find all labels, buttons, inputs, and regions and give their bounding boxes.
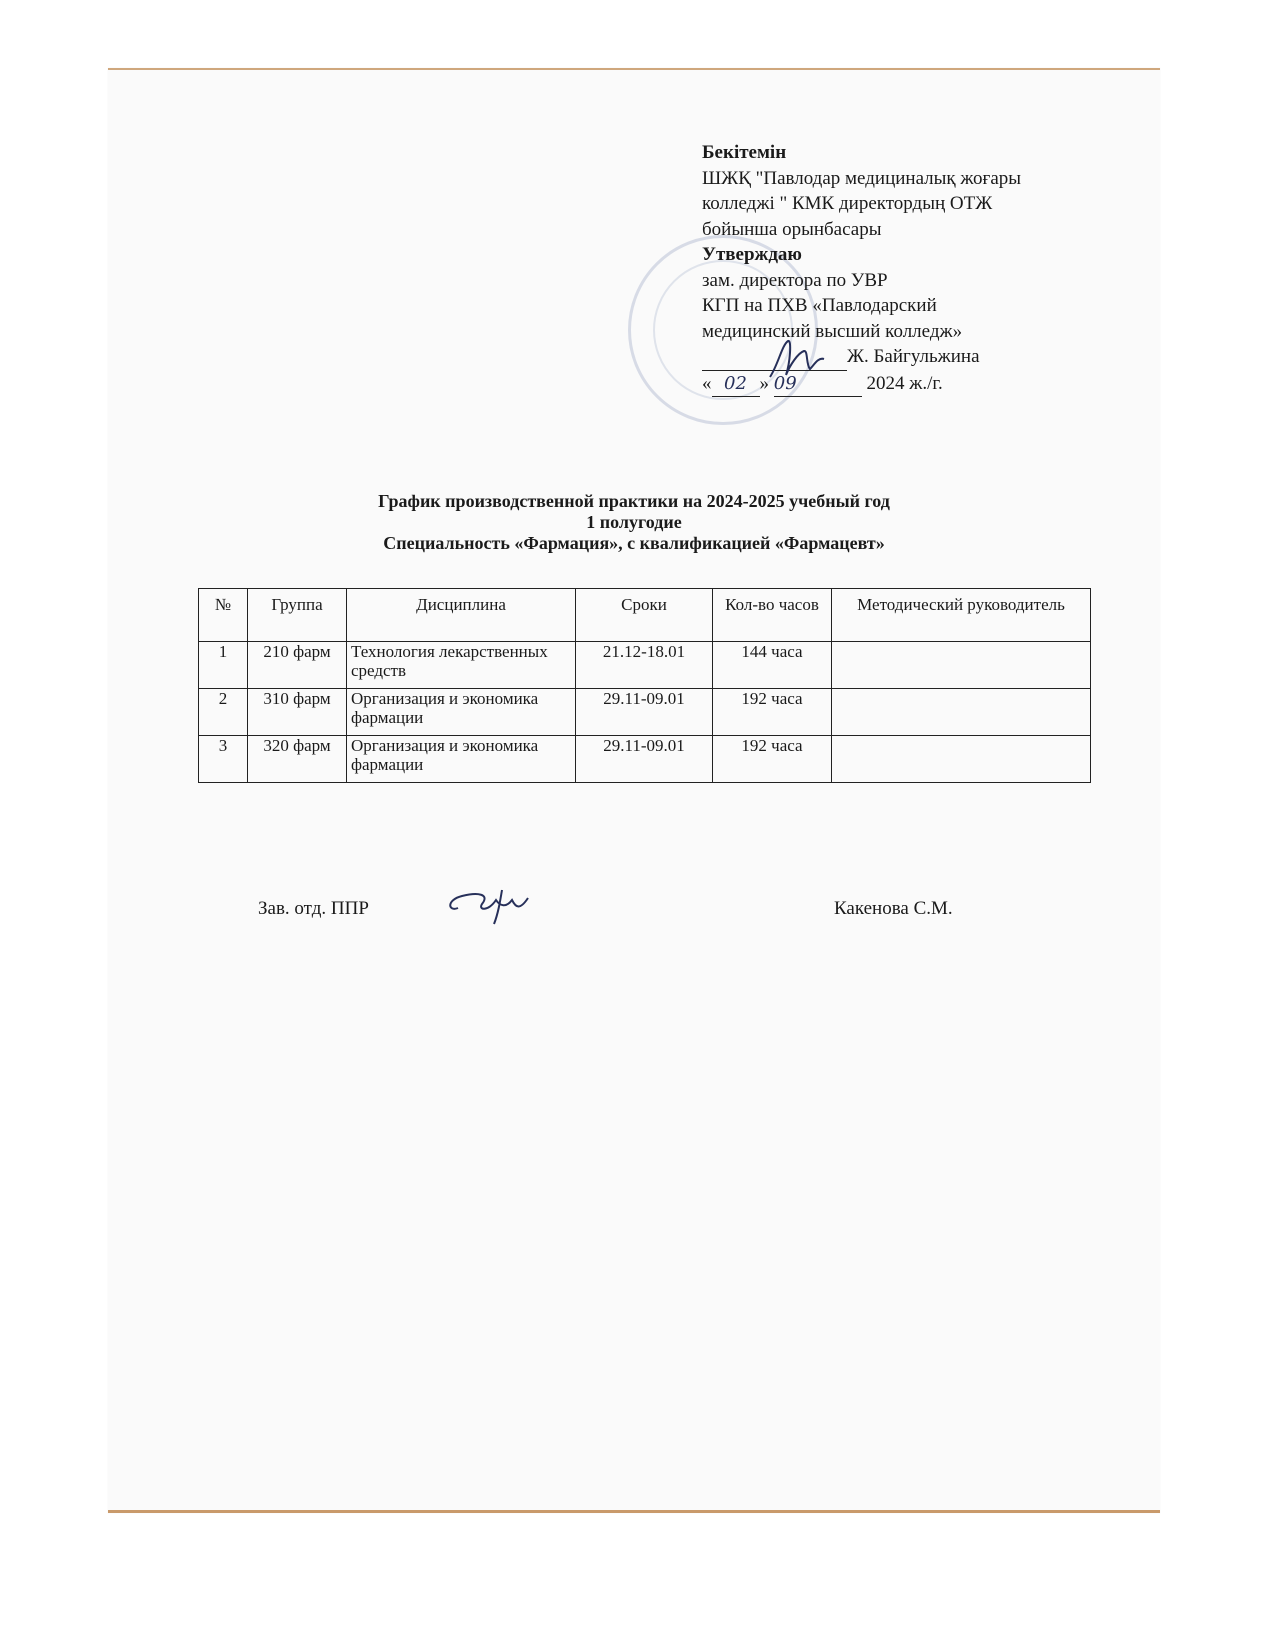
document-title bbox=[108, 491, 1160, 554]
approval-ru-line: медицинский высший колледж» bbox=[702, 320, 963, 342]
approval-ru-line: КГП на ПХВ «Павлодарский bbox=[702, 295, 937, 316]
footer-name: Какенова С.М. bbox=[834, 898, 953, 919]
cell-supervisor bbox=[832, 689, 1091, 736]
cell-hours: 192 часа bbox=[713, 736, 832, 783]
cell-group: 320 фарм bbox=[248, 736, 347, 783]
date-close-quote: » bbox=[759, 372, 769, 394]
cell-num: 3 bbox=[199, 736, 248, 783]
cell-discipline: Организация и экономика фармации bbox=[347, 736, 576, 783]
footer-position: Зав. отд. ППР bbox=[258, 898, 369, 919]
date-open-quote: « bbox=[702, 372, 712, 394]
table-header-row bbox=[199, 589, 1091, 642]
cell-hours: 192 часа bbox=[713, 689, 832, 736]
header-num: № bbox=[199, 589, 248, 642]
header-group: Группа bbox=[248, 589, 347, 642]
cell-discipline: Организация и экономика фармации bbox=[347, 689, 576, 736]
cell-supervisor bbox=[832, 736, 1091, 783]
cell-supervisor bbox=[832, 642, 1091, 689]
date-month: 09 bbox=[774, 371, 862, 398]
header-supervisor: Методический руководитель bbox=[832, 589, 1091, 642]
header-discipline: Дисциплина bbox=[347, 589, 576, 642]
cell-hours: 144 часа bbox=[713, 642, 832, 689]
approval-kz-line: бойынша орынбасары bbox=[702, 218, 882, 240]
date-year: 2024 ж./г. bbox=[866, 372, 943, 394]
department-head-signature bbox=[438, 878, 548, 928]
title-line-1: График производственной практики на 2024-2025 учебный год bbox=[378, 491, 890, 511]
cell-dates: 29.11-09.01 bbox=[576, 689, 713, 736]
title-line-2: 1 полугодие bbox=[586, 512, 682, 532]
cell-group: 310 фарм bbox=[248, 689, 347, 736]
approval-kz-line: колледжі " КМК директордың ОТЖ bbox=[702, 193, 993, 214]
table-row bbox=[199, 689, 1091, 736]
approval-kz-line: ШЖҚ "Павлодар медициналық жоғары bbox=[702, 167, 1022, 189]
header-dates: Сроки bbox=[576, 589, 713, 642]
cell-group: 210 фарм bbox=[248, 642, 347, 689]
cell-num: 1 bbox=[199, 642, 248, 689]
cell-dates: 29.11-09.01 bbox=[576, 736, 713, 783]
approval-ru-title: Утверждаю bbox=[702, 244, 802, 265]
date-day: 02 bbox=[712, 371, 760, 398]
cell-discipline: Технология лекарственных средств bbox=[347, 642, 576, 689]
cell-num: 2 bbox=[199, 689, 248, 736]
header-hours: Кол-во часов bbox=[713, 589, 832, 642]
director-signature bbox=[760, 335, 840, 385]
signatory-name: Ж. Байгульжина bbox=[847, 346, 980, 367]
approval-kz-title: Бекітемін bbox=[702, 142, 787, 163]
approval-ru-line: зам. директора по УВР bbox=[702, 269, 888, 291]
title-line-3: Специальность «Фармация», с квалификацией «Фармацевт» bbox=[383, 533, 885, 553]
practice-schedule-table bbox=[198, 588, 1091, 783]
cell-dates: 21.12-18.01 bbox=[576, 642, 713, 689]
table-row bbox=[199, 736, 1091, 783]
table-row bbox=[199, 642, 1091, 689]
